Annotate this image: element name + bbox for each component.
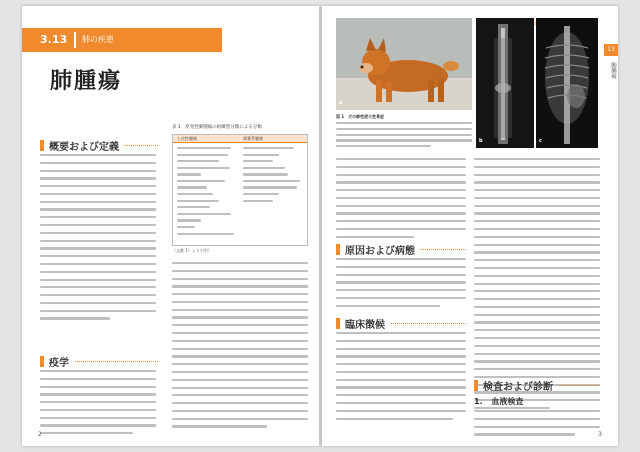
xray-image-c bbox=[536, 18, 598, 148]
clinical-signs-text bbox=[336, 332, 466, 425]
heading-rule bbox=[559, 385, 600, 386]
figure-label-a: a bbox=[339, 100, 343, 106]
heading-rule bbox=[391, 323, 466, 324]
table-col1-header: 上皮性腫瘍 bbox=[177, 136, 197, 141]
right-col1-text-top bbox=[336, 158, 466, 244]
heading-overview bbox=[40, 138, 158, 153]
section-divider bbox=[74, 32, 76, 48]
heading-rule bbox=[125, 145, 158, 146]
section-number: 3.13 bbox=[40, 33, 68, 46]
column2-text bbox=[172, 262, 308, 433]
xray-image-b bbox=[476, 18, 534, 148]
page-title: 肺腫瘍 bbox=[50, 69, 123, 94]
side-tab: 13 bbox=[604, 44, 618, 56]
left-page bbox=[22, 6, 320, 446]
table-col1 bbox=[177, 147, 237, 239]
heading-overview-label: 概要および定義 bbox=[49, 142, 119, 153]
right-page bbox=[322, 6, 618, 446]
page-number-right: 3 bbox=[598, 431, 602, 438]
heading-marker bbox=[336, 244, 340, 255]
dog-photo bbox=[336, 18, 472, 110]
overview-text bbox=[40, 154, 156, 325]
heading-etiology bbox=[336, 242, 466, 257]
heading-epidemiology-label: 疫学 bbox=[49, 358, 69, 369]
subheading-label: 血液検査 bbox=[491, 397, 524, 406]
heading-rule bbox=[421, 249, 466, 250]
xray-limb-illustration bbox=[476, 18, 534, 148]
heading-epidemiology bbox=[40, 354, 158, 369]
heading-diagnosis-label: 検査および診断 bbox=[483, 382, 553, 393]
figure-label-b: b bbox=[479, 138, 483, 144]
table-col2 bbox=[243, 147, 303, 206]
epidemiology-text bbox=[40, 370, 156, 440]
heading-rule bbox=[75, 361, 158, 362]
heading-diagnosis bbox=[474, 378, 600, 393]
blood-test-text bbox=[474, 410, 600, 441]
heading-marker bbox=[40, 140, 44, 151]
section-name: 肺の疾患 bbox=[82, 35, 114, 44]
xray-thorax-illustration bbox=[536, 18, 598, 148]
section-bar bbox=[22, 28, 222, 52]
heading-clinical-signs bbox=[336, 316, 466, 331]
subheading-blood-test bbox=[474, 396, 523, 407]
page-number-left: 2 bbox=[38, 431, 42, 438]
subheading-number: 1. bbox=[474, 397, 483, 406]
figure-label-c: c bbox=[539, 138, 542, 144]
heading-etiology-label: 原因および病態 bbox=[345, 246, 415, 257]
right-col2-text bbox=[474, 158, 600, 415]
table-col2-header: 間葉系腫瘍 bbox=[243, 136, 263, 141]
etiology-text bbox=[336, 258, 466, 312]
dog-illustration bbox=[336, 18, 472, 110]
classification-table bbox=[172, 134, 308, 246]
table-caption: 表 1 原発性肺腫瘍の組織型分類による分類 bbox=[172, 125, 262, 130]
heading-marker bbox=[40, 356, 44, 367]
heading-marker bbox=[336, 318, 340, 329]
figure-caption-title: 図 1 犬の肺性肥大性骨症 bbox=[336, 114, 385, 119]
heading-clinical-signs-label: 臨床徴候 bbox=[345, 320, 385, 331]
table-note: （文献 1）より引用） bbox=[172, 248, 212, 253]
side-tab-label: 肺腫瘍 bbox=[610, 62, 616, 79]
figure-caption bbox=[336, 114, 472, 151]
heading-marker bbox=[474, 380, 478, 391]
